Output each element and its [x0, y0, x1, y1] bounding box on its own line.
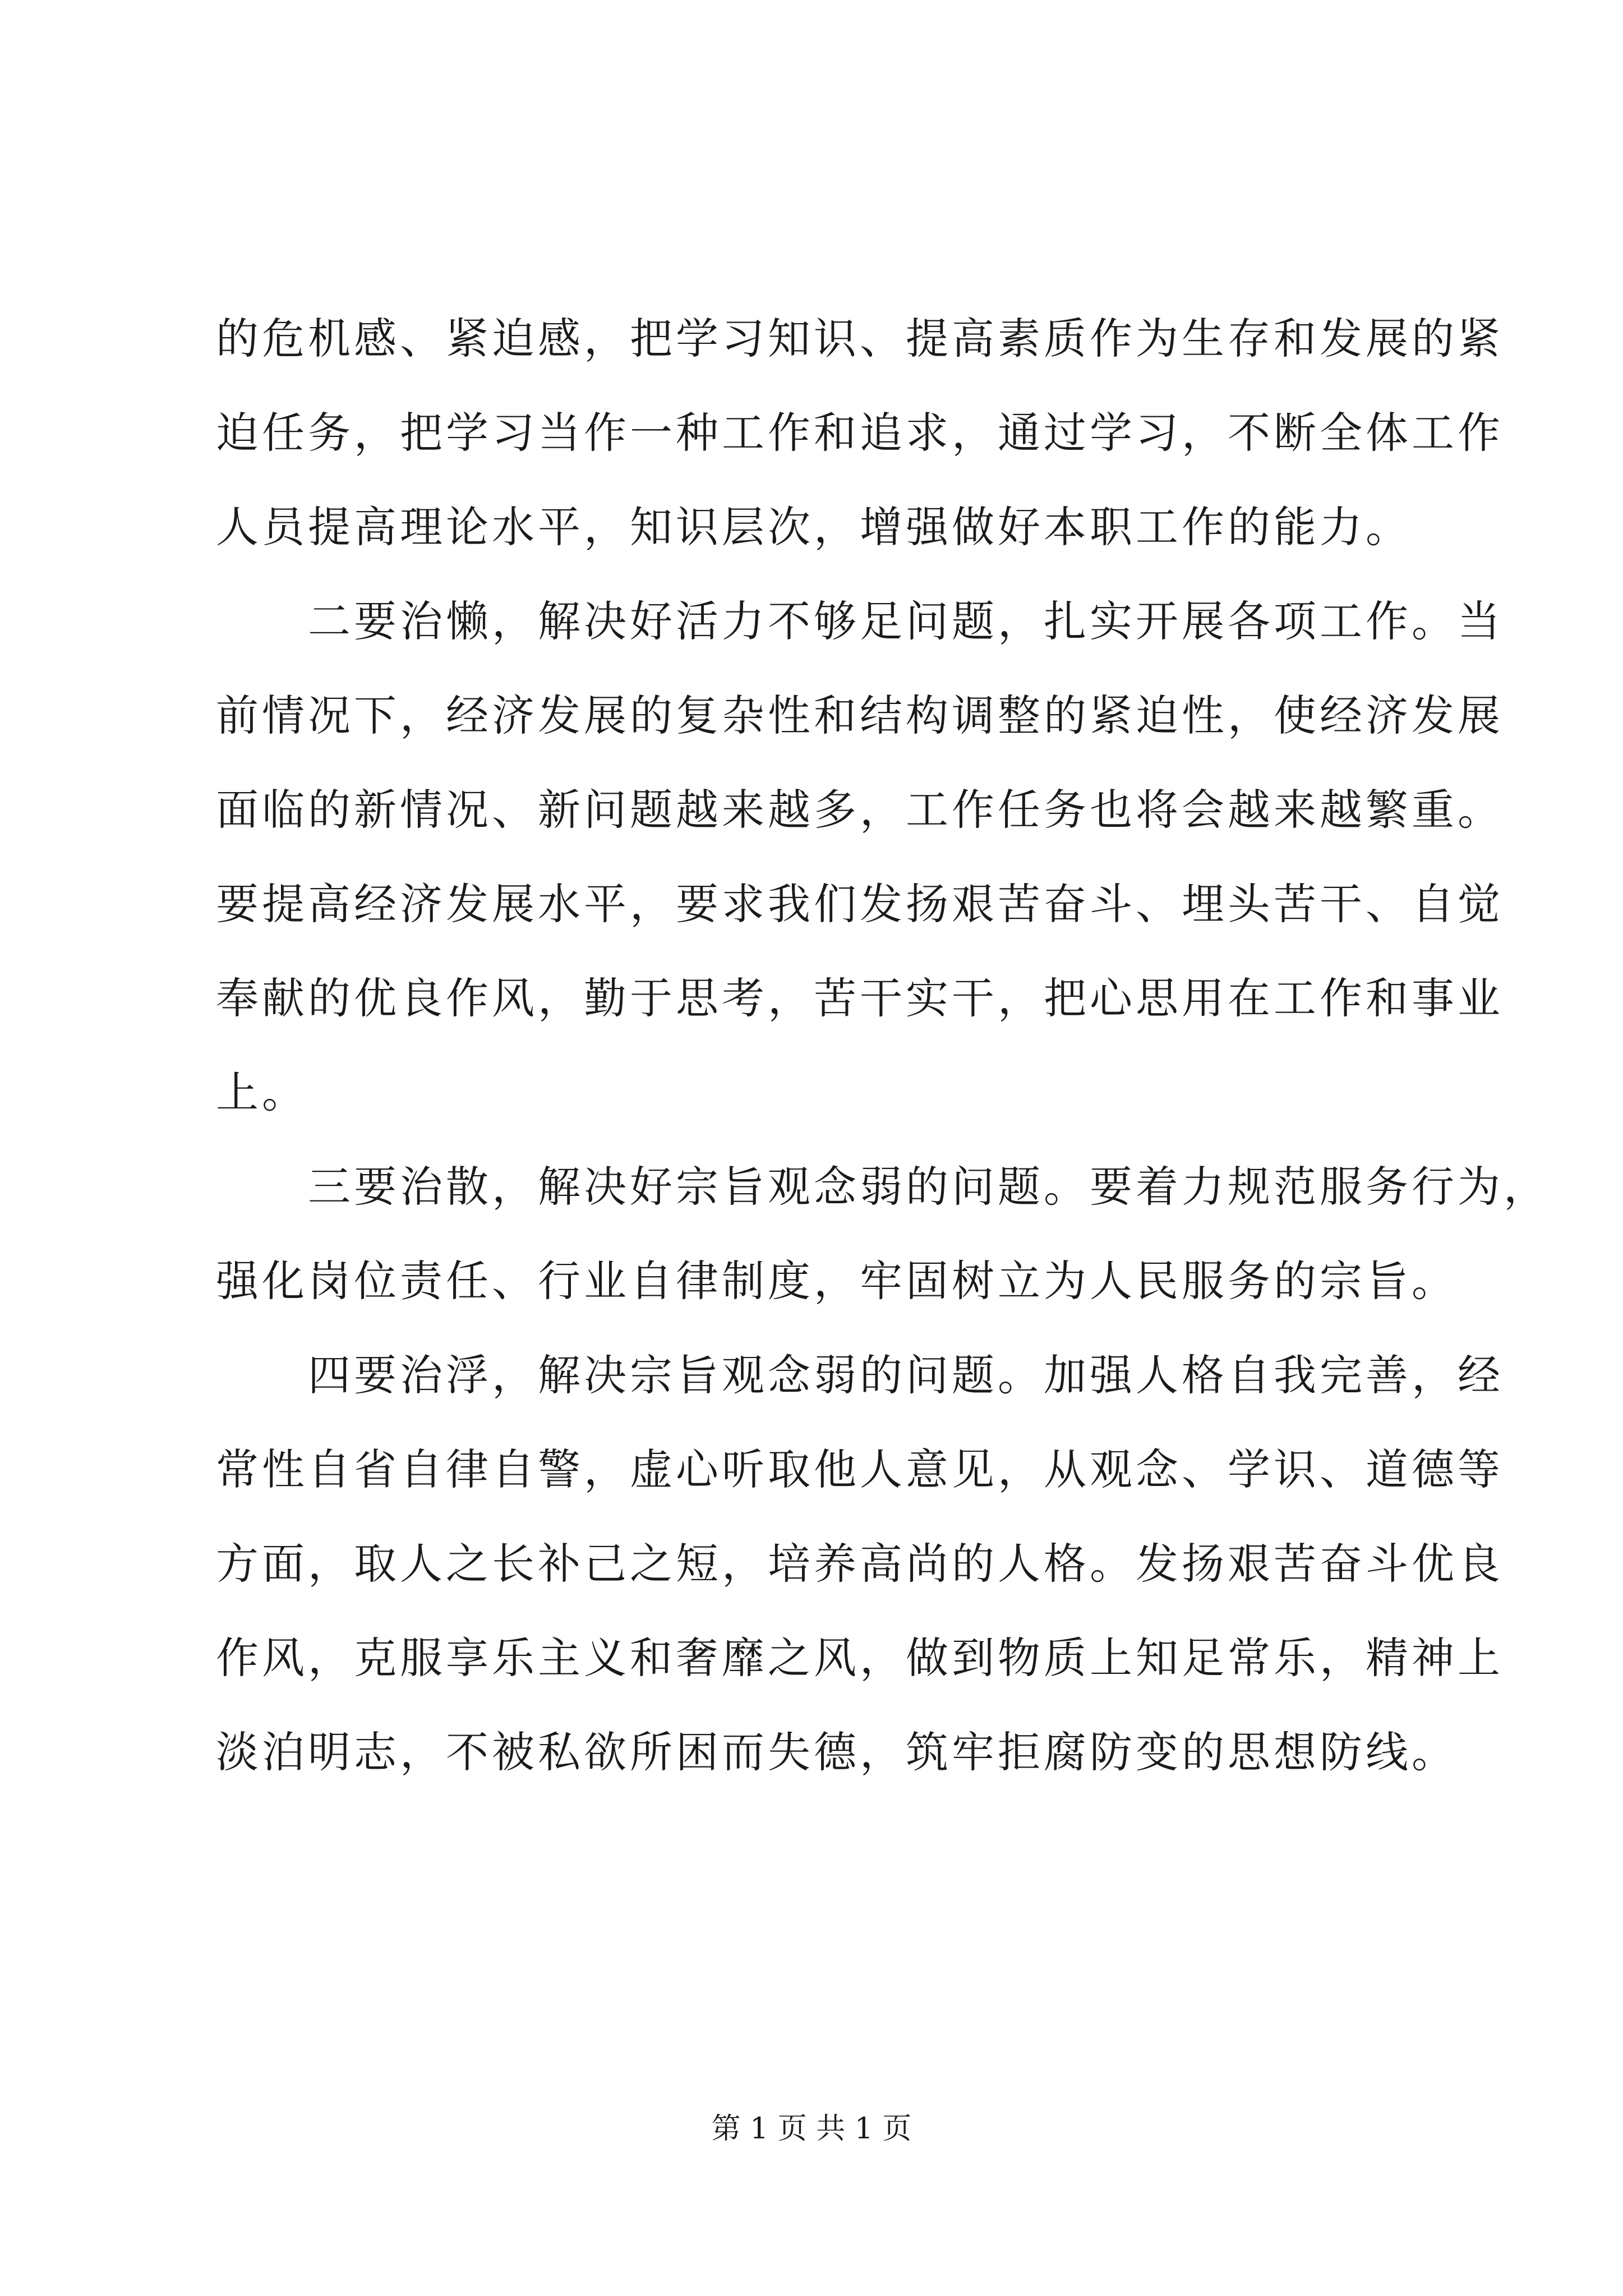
text-line: 人员提高理论水平，知识层次，增强做好本职工作的能力。	[216, 502, 1412, 552]
page-number-footer: 第 1 页 共 1 页	[711, 2112, 912, 2146]
text-line: 强化岗位责任、行业自律制度，牢固树立为人民服务的宗旨。	[216, 1256, 1458, 1306]
body-text	[216, 292, 1550, 1800]
text-line: 奉献的优良作风，勤于思考，苦干实干，把心思用在工作和事业	[216, 973, 1504, 1023]
text-line: 的危机感、紧迫感，把学习知识、提高素质作为生存和发展的紧	[216, 314, 1504, 364]
text-line: 作风，克服享乐主义和奢靡之风，做到物质上知足常乐，精神上	[216, 1633, 1504, 1683]
text-line: 面临的新情况、新问题越来越多，工作任务也将会越来越繁重。	[216, 785, 1504, 835]
text-line: 要提高经济发展水平，要求我们发扬艰苦奋斗、埋头苦干、自觉	[216, 879, 1504, 929]
text-line: 二要治懒，解决好活力不够足问题，扎实开展各项工作。当	[216, 596, 1504, 646]
text-line: 方面，取人之长补己之短，培养高尚的人格。发扬艰苦奋斗优良	[216, 1539, 1504, 1589]
text-line: 三要治散，解决好宗旨观念弱的问题。要着力规范服务行为，	[216, 1162, 1550, 1212]
text-line: 迫任务，把学习当作一种工作和追求，通过学习，不断全体工作	[216, 408, 1504, 458]
text-line: 前情况下，经济发展的复杂性和结构调整的紧迫性，使经济发展	[216, 691, 1504, 740]
text-line: 淡泊明志，不被私欲所困而失德，筑牢拒腐防变的思想防线。	[216, 1727, 1458, 1777]
text-line: 四要治浮，解决宗旨观念弱的问题。加强人格自我完善，经	[216, 1350, 1504, 1400]
text-line: 常性自省自律自警，虚心听取他人意见，从观念、学识、道德等	[216, 1444, 1504, 1494]
text-line: 上。	[216, 1068, 308, 1117]
